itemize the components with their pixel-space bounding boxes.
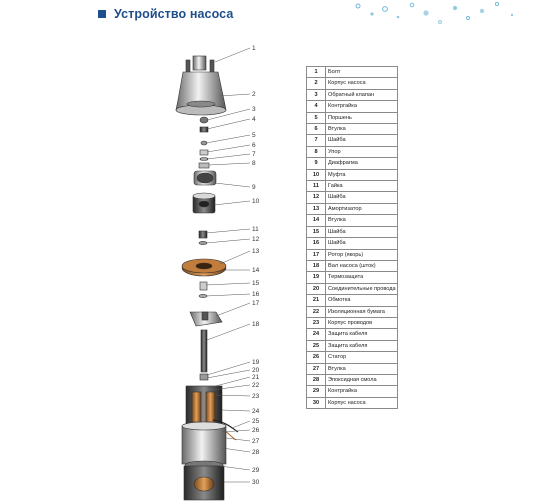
callout-11: 11 [252,226,259,233]
table-row [307,397,398,408]
callout-23: 23 [252,393,260,400]
part-name: Шайба [326,238,398,249]
callout-5: 5 [252,132,256,139]
part-number: 17 [307,249,326,260]
table-row [307,306,398,317]
table-row [307,340,398,351]
table-row [307,169,398,180]
part-name: Диафрагма [326,158,398,169]
part-number: 28 [307,374,326,385]
callout-10: 10 [252,198,260,205]
callout-9: 9 [252,184,256,191]
table-row [307,283,398,294]
part-name: Корпус насоса [326,397,398,408]
callout-19: 19 [252,359,260,366]
part-number: 8 [307,146,326,157]
part-number: 3 [307,89,326,100]
part-name: Болт [326,67,398,78]
callout-3: 3 [252,106,256,113]
callout-29: 29 [252,467,260,474]
table-row [307,112,398,123]
table-row [307,272,398,283]
part-name: Термозащита [326,272,398,283]
table-row [307,295,398,306]
part-name: Статор [326,352,398,363]
table-row [307,226,398,237]
callout-4: 4 [252,116,256,123]
table-row [307,260,398,271]
callout-22: 22 [252,382,260,389]
part-number: 24 [307,329,326,340]
callout-13: 13 [252,248,260,255]
part-name: Контргайка [326,101,398,112]
callout-2: 2 [252,91,256,98]
callout-27: 27 [252,438,260,445]
callout-26: 26 [252,427,260,434]
part-name: Шайба [326,226,398,237]
callout-18: 18 [252,321,260,328]
part-number: 26 [307,352,326,363]
callout-17: 17 [252,300,260,307]
table-row [307,135,398,146]
callout-25: 25 [252,418,260,425]
part-number: 16 [307,238,326,249]
table-row [307,386,398,397]
callout-15: 15 [252,280,260,287]
table-row [307,238,398,249]
part-name: Защита кабеля [326,329,398,340]
part-number: 7 [307,135,326,146]
part-name: Поршень [326,112,398,123]
callout-8: 8 [252,160,256,167]
part-name: Упор [326,146,398,157]
part-name: Изоляционная бумага [326,306,398,317]
table-row [307,192,398,203]
table-row [307,158,398,169]
part-number: 14 [307,215,326,226]
callout-7: 7 [252,151,256,158]
callout-1: 1 [252,45,256,52]
table-row [307,67,398,78]
part-number: 1 [307,67,326,78]
part-number: 25 [307,340,326,351]
part-number: 18 [307,260,326,271]
part-name: Эпоксидная смола [326,374,398,385]
page-title: Устройство насоса [114,7,234,21]
part-number: 29 [307,386,326,397]
part-name: Шайба [326,135,398,146]
table-row [307,89,398,100]
table-row [307,181,398,192]
parts-legend-table [306,66,398,409]
part-name: Обратный клапан [326,89,398,100]
part-number: 15 [307,226,326,237]
part-name: Гайка [326,181,398,192]
table-row [307,203,398,214]
part-name: Втулка [326,363,398,374]
part-number: 6 [307,124,326,135]
table-row [307,101,398,112]
part-name: Муфта [326,169,398,180]
part-number: 2 [307,78,326,89]
table-row [307,374,398,385]
part-name: Втулка [326,215,398,226]
part-name: Амортизатор [326,203,398,214]
part-name: Корпус насоса [326,78,398,89]
part-number: 30 [307,397,326,408]
table-row [307,352,398,363]
part-number: 5 [307,112,326,123]
callout-30: 30 [252,479,260,486]
table-row [307,329,398,340]
callout-12: 12 [252,236,260,243]
callout-16: 16 [252,291,260,298]
table-row [307,124,398,135]
callout-28: 28 [252,449,260,456]
part-name: Шайба [326,192,398,203]
part-number: 13 [307,203,326,214]
part-name: Корпус проводов [326,317,398,328]
callout-14: 14 [252,267,260,274]
part-number: 19 [307,272,326,283]
part-name: Втулка [326,124,398,135]
part-number: 23 [307,317,326,328]
part-number: 21 [307,295,326,306]
part-name: Обмотка [326,295,398,306]
table-row [307,317,398,328]
callout-6: 6 [252,142,256,149]
table-row [307,249,398,260]
pump-parts-drawing [176,56,238,500]
part-number: 11 [307,181,326,192]
part-name: Вал насоса (шток) [326,260,398,271]
callout-numbers [252,45,260,486]
table-row [307,78,398,89]
part-number: 20 [307,283,326,294]
parts-table-body [307,67,398,409]
table-row [307,363,398,374]
part-number: 27 [307,363,326,374]
part-number: 4 [307,101,326,112]
callout-21: 21 [252,374,260,381]
part-name: Ротор (якорь) [326,249,398,260]
part-number: 22 [307,306,326,317]
part-number: 12 [307,192,326,203]
callout-20: 20 [252,367,260,374]
part-number: 9 [307,158,326,169]
table-row [307,146,398,157]
part-number: 10 [307,169,326,180]
part-name: Контргайка [326,386,398,397]
part-name: Защита кабеля [326,340,398,351]
part-name: Соединительные провода [326,283,398,294]
callout-24: 24 [252,408,260,415]
table-row [307,215,398,226]
